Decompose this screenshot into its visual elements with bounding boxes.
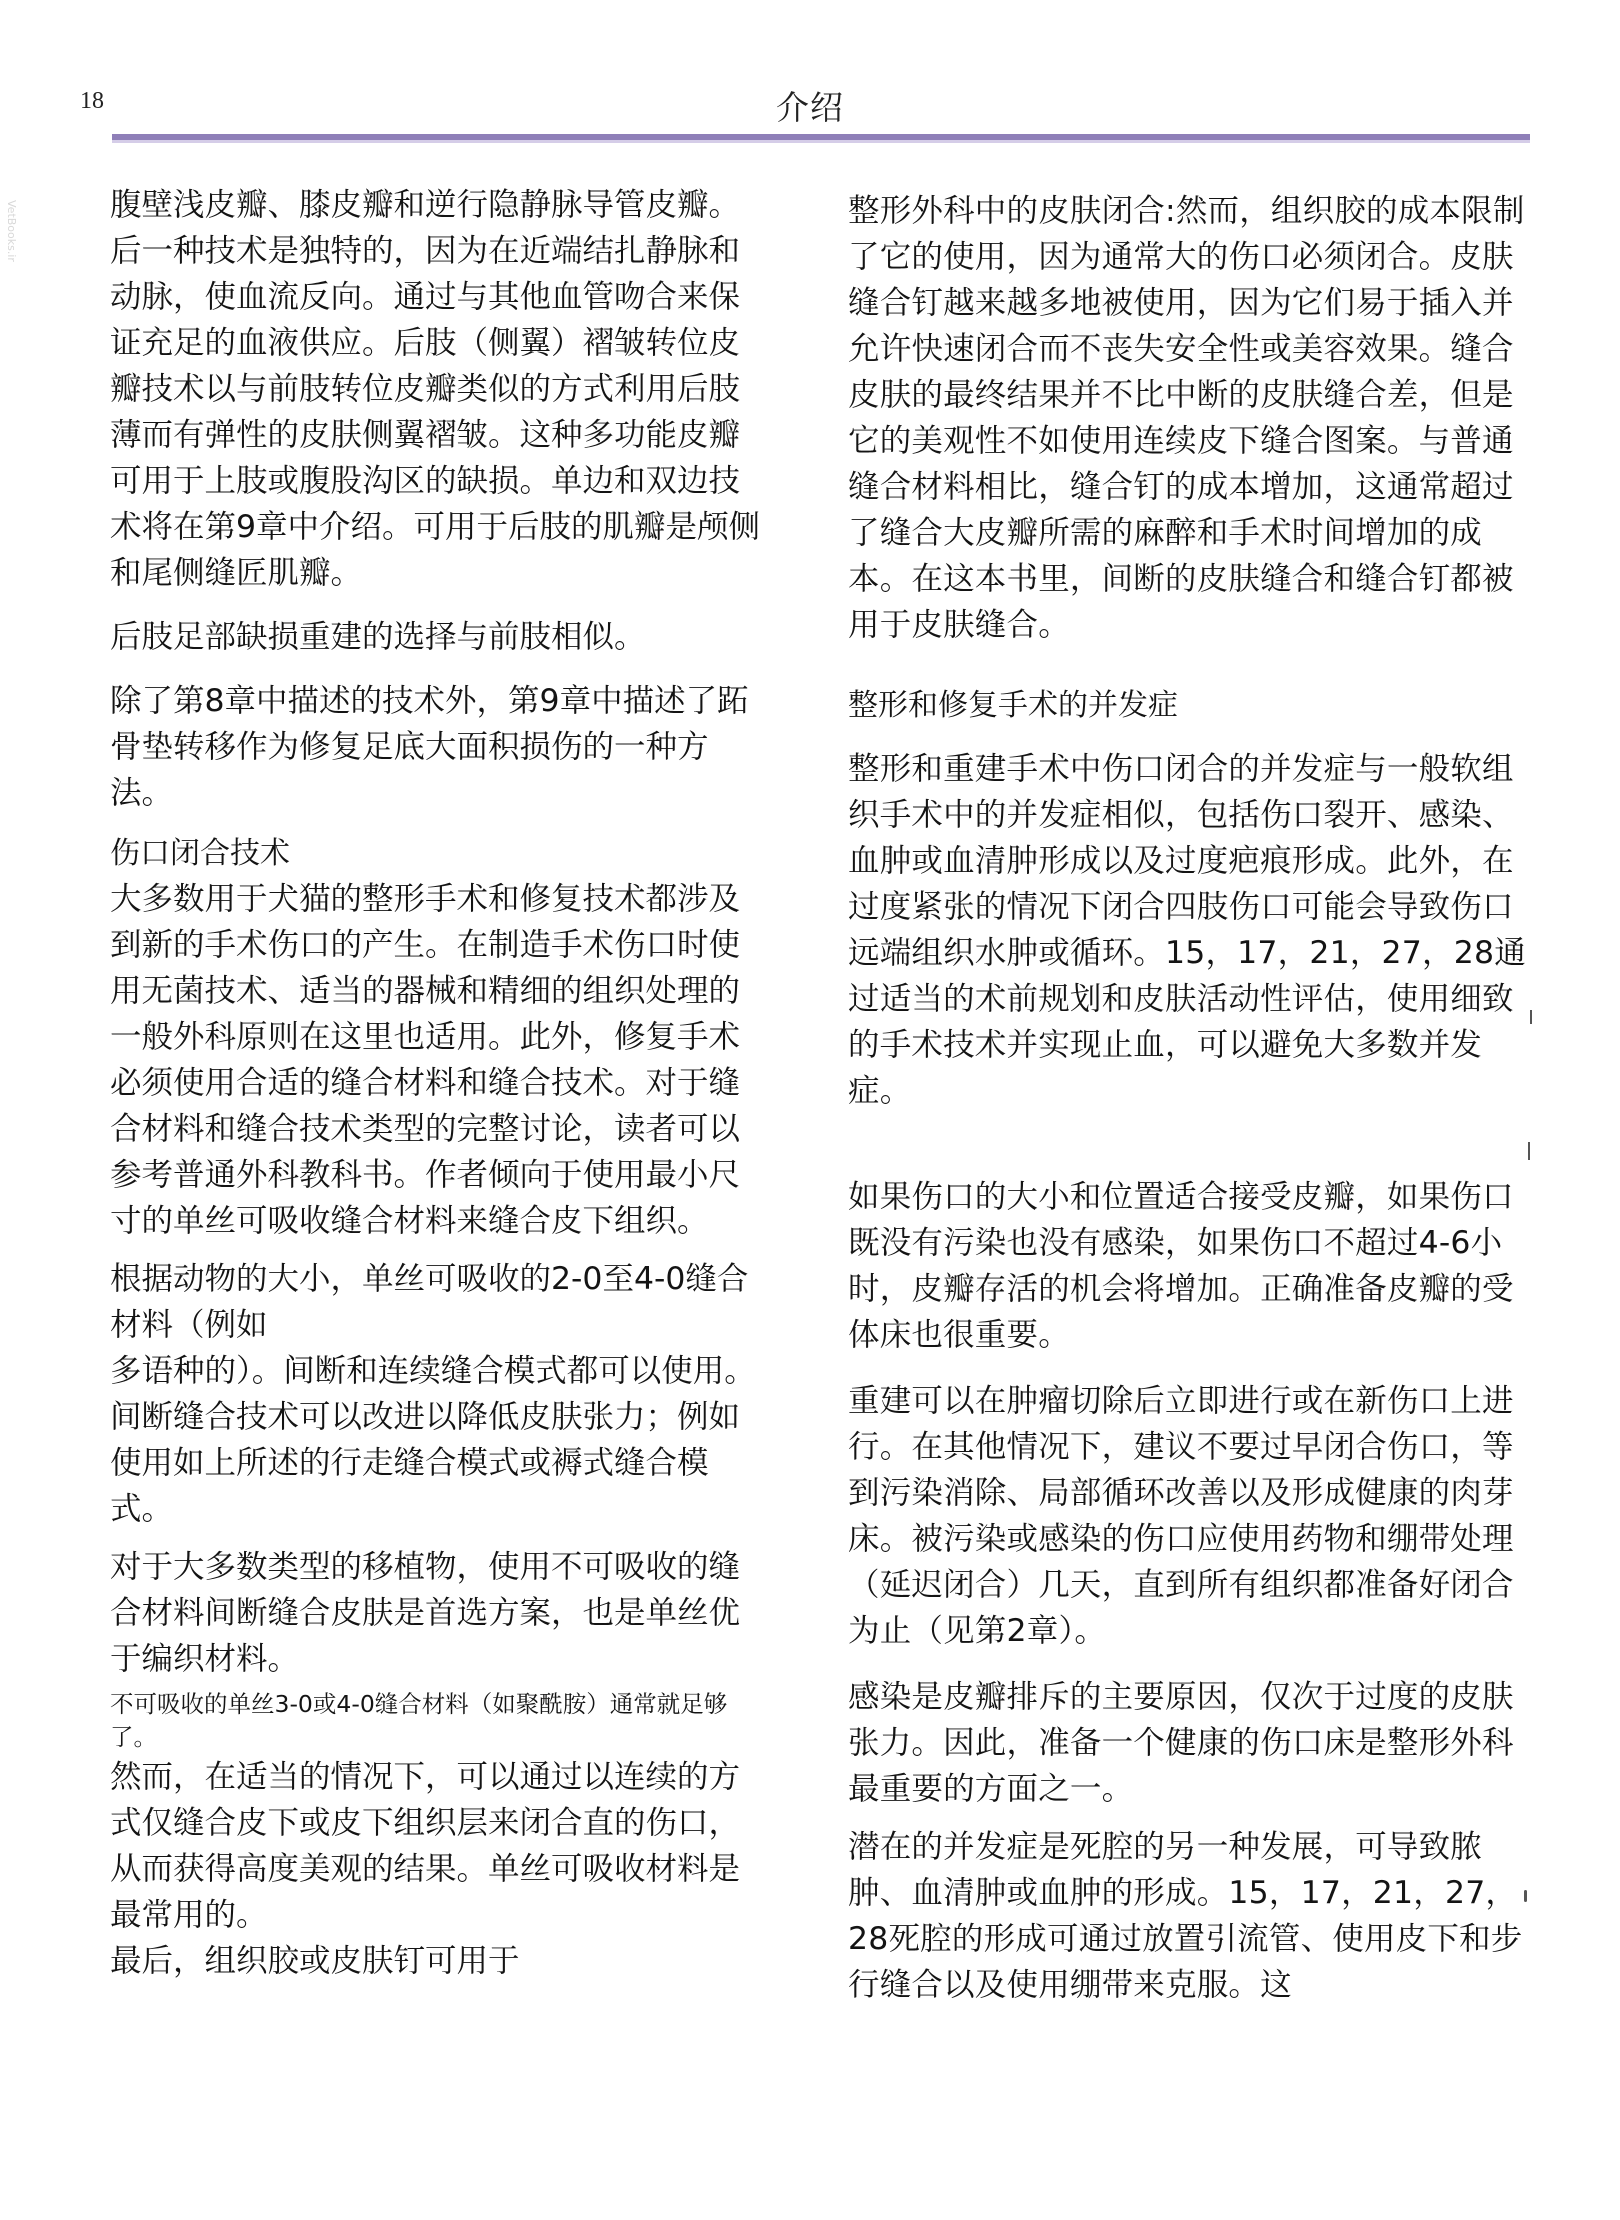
paragraph: 不可吸收的单丝3-0或4-0缝合材料（如聚酰胺）通常就足够了。 <box>110 1690 728 1751</box>
paragraph: 然而，在适当的情况下，可以通过以连续的方式仅缝合皮下或皮下组织层来闭合直的伤口，从而获得高度美观的结果。单丝可吸收材料是最常用的。 <box>110 1759 741 1933</box>
paragraph: 根据动物的大小，单丝可吸收的2-0至4-0缝合材料（例如 <box>110 1261 749 1343</box>
scan-mark <box>1528 1142 1530 1160</box>
paragraph: 如果伤口的大小和位置适合接受皮瓣，如果伤口既没有污染也没有感染，如果伤口不超过4-6小时，皮瓣存活的机会将增加。正确准备皮瓣的受体床也很重要。 <box>848 1179 1514 1353</box>
paragraph: 大多数用于犬猫的整形手术和修复技术都涉及到新的手术伤口的产生。在制造手术伤口时使用无菌技术、适当的器械和精细的组织处理的一般外科原则在这里也适用。此外，修复手术必须使用合适的缝合材料和缝合技术。对于缝合材料和缝合技术类型的完整讨论，读者可以参考普通外科教科书。作者倾向于使用最小尺寸的单丝可吸收缝合材料来缝合皮下组织。 <box>110 881 741 1239</box>
page-number: 18 <box>80 88 104 114</box>
paragraph: 最后，组织胶或皮肤钉可用于 <box>110 1943 520 1979</box>
scan-mark <box>1524 1890 1527 1902</box>
scan-mark <box>1530 1010 1532 1024</box>
paragraph: 多语种的）。间断和连续缝合模式都可以使用。间断缝合技术可以改进以降低皮肤张力；例如使用如上所述的行走缝合模式或褥式缝合模式。 <box>110 1353 756 1527</box>
left-column <box>110 182 765 1984</box>
watermark: VetBooks.ir <box>5 200 18 262</box>
running-header-title: 介绍 <box>776 88 844 127</box>
paragraph: 除了第8章中描述的技术外，第9章中描述了跖骨垫转移作为修复足底大面积损伤的一种方法。 <box>110 683 749 811</box>
section-heading: 伤口闭合技术 <box>110 836 290 871</box>
paragraph: 整形外科中的皮肤闭合:然而，组织胶的成本限制了它的使用，因为通常大的伤口必须闭合。皮肤缝合钉越来越多地被使用，因为它们易于插入并允许快速闭合而不丧失安全性或美容效果。缝合皮肤的最终结果并不比中断的皮肤缝合差，但是它的美观性不如使用连续皮下缝合图案。与普通缝合材料相比，缝合钉的成本增加，这通常超过了缝合大皮瓣所需的麻醉和手术时间增加的成本。在这本书里，间断的皮肤缝合和缝合钉都被用于皮肤缝合。 <box>848 193 1525 643</box>
right-column <box>848 188 1528 2008</box>
paragraph: 潜在的并发症是死腔的另一种发展，可导致脓肿、血清肿或血肿的形成。15，17，21，27，28死腔的形成可通过放置引流管、使用皮下和步行缝合以及使用绷带来克服。这 <box>848 1829 1523 2003</box>
paragraph: 对于大多数类型的移植物，使用不可吸收的缝合材料间断缝合皮肤是首选方案，也是单丝优于编织材料。 <box>110 1549 741 1677</box>
paragraph: 腹壁浅皮瓣、膝皮瓣和逆行隐静脉导管皮瓣。后一种技术是独特的，因为在近端结扎静脉和动脉，使血流反向。通过与其他血管吻合来保证充足的血液供应。后肢（侧翼）褶皱转位皮瓣技术以与前肢转位皮瓣类似的方式利用后肢薄而有弹性的皮肤侧翼褶皱。这种多功能皮瓣可用于上肢或腹股沟区的缺损。单边和双边技术将在第9章中介绍。可用于后肢的肌瓣是颅侧和尾侧缝匠肌瓣。 <box>110 187 761 591</box>
section-heading: 整形和修复手术的并发症 <box>848 688 1178 723</box>
paragraph: 整形和重建手术中伤口闭合的并发症与一般软组织手术中的并发症相似，包括伤口裂开、感染、血肿或血清肿形成以及过度疤痕形成。此外，在过度紧张的情况下闭合四肢伤口可能会导致伤口远端组织水肿或循环。15，17，21，27，28通过适当的术前规划和皮肤活动性评估，使用细致的手术技术并实现止血，可以避免大多数并发症。 <box>848 751 1526 1109</box>
paragraph: 重建可以在肿瘤切除后立即进行或在新伤口上进行。在其他情况下，建议不要过早闭合伤口，等到污染消除、局部循环改善以及形成健康的肉芽床。被污染或感染的伤口应使用药物和绷带处理（延迟闭合）几天，直到所有组织都准备好闭合为止（见第2章）。 <box>848 1383 1514 1649</box>
paragraph: 感染是皮瓣排斥的主要原因，仅次于过度的皮肤张力。因此，准备一个健康的伤口床是整形外科最重要的方面之一。 <box>848 1679 1514 1807</box>
header-rule <box>112 134 1530 143</box>
paragraph: 后肢足部缺损重建的选择与前肢相似。 <box>110 619 646 655</box>
